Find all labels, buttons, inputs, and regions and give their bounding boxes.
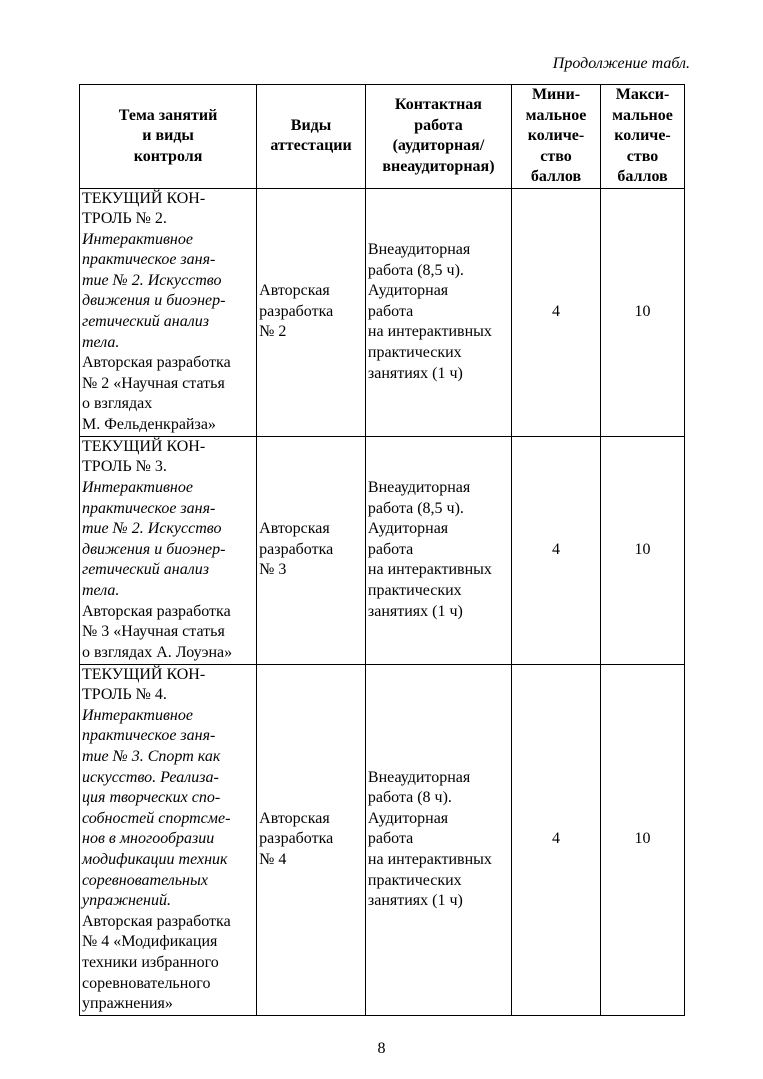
header-topic: Тема занятий и виды контроля xyxy=(80,85,257,189)
min-points-cell: 4 xyxy=(511,188,600,436)
attestation-cell: Авторская разработка № 2 xyxy=(257,188,366,436)
header-min-points: Мини- мальное количе- ство баллов xyxy=(511,85,600,189)
header-row xyxy=(80,85,685,189)
control-label: ТЕКУЩИЙ КОН- ТРОЛЬ № 4. xyxy=(82,665,206,704)
control-label: ТЕКУЩИЙ КОН- ТРОЛЬ № 2. xyxy=(82,189,206,228)
topic-cell xyxy=(80,436,257,664)
topic-cell xyxy=(80,664,257,1015)
min-points-cell: 4 xyxy=(511,664,600,1015)
page-number: 8 xyxy=(377,1040,386,1057)
attestation-cell: Авторская разработка № 4 xyxy=(257,664,366,1015)
author-development: Авторская разработка № 3 «Научная статья о взглядах А. Лоуэна» xyxy=(82,602,233,661)
header-max-points: Макси- мальное количе- ство баллов xyxy=(601,85,685,189)
table-continuation-caption: Продолжение табл. xyxy=(552,55,690,72)
attestation-cell: Авторская разработка № 3 xyxy=(257,436,366,664)
author-development: Авторская разработка № 4 «Модификация техники избранного соревновательного упражнения» xyxy=(82,912,231,1013)
author-development: Авторская разработка № 2 «Научная статья о взглядах М. Фельденкрайза» xyxy=(82,354,231,434)
max-points-cell: 10 xyxy=(601,188,685,436)
min-points-cell: 4 xyxy=(511,436,600,664)
lesson-topic: Интерактивное практическое заня- тие № 3. Спорт как искусство. Реализа- ция творческих спо- собностей спортсме- нов в многообразии модификации техник соревновательных упражнений. xyxy=(82,706,231,910)
contact-work-cell: Внеаудиторная работа (8 ч). Аудиторная работа на интерактивных практических занятиях (1 ч) xyxy=(365,664,511,1015)
control-label: ТЕКУЩИЙ КОН- ТРОЛЬ № 3. xyxy=(82,437,206,476)
lesson-topic: Интерактивное практическое заня- тие № 2. Искусство движения и биоэнер- гетический анализ тела. xyxy=(82,230,226,351)
contact-work-cell: Внеаудиторная работа (8,5 ч). Аудиторная работа на интерактивных практических занятиях (1 ч) xyxy=(365,436,511,664)
topic-cell xyxy=(80,188,257,436)
table-row xyxy=(80,188,685,436)
lesson-topic: Интерактивное практическое заня- тие № 2. Искусство движения и биоэнер- гетический анализ тела. xyxy=(82,479,226,600)
assessment-table xyxy=(79,84,685,1016)
header-contact-work: Контактная работа (аудиторная/ внеаудиторная) xyxy=(365,85,511,189)
contact-work-cell: Внеаудиторная работа (8,5 ч). Аудиторная работа на интерактивных практических занятиях (1 ч) xyxy=(365,188,511,436)
header-attestation: Виды аттестации xyxy=(257,85,366,189)
max-points-cell: 10 xyxy=(601,436,685,664)
max-points-cell: 10 xyxy=(601,664,685,1015)
table-row xyxy=(80,664,685,1015)
table-row xyxy=(80,436,685,664)
